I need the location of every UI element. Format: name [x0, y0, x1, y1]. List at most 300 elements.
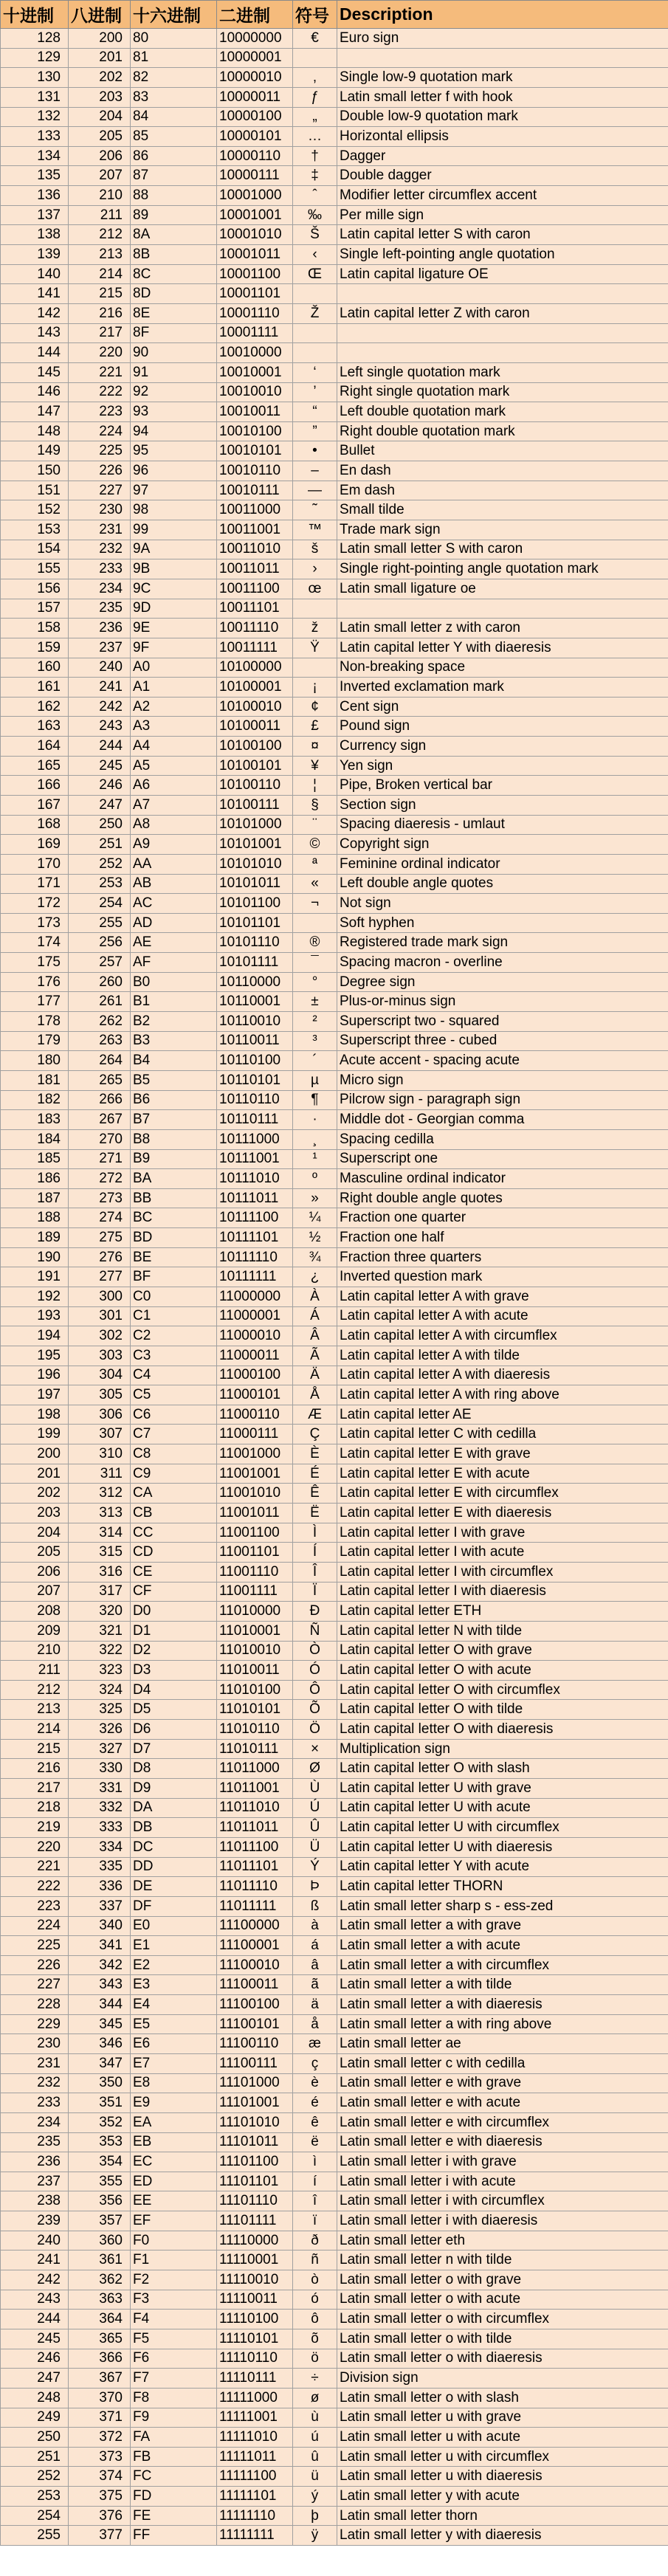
- cell-hex: CA: [131, 1484, 217, 1504]
- cell-hex: EB: [131, 2132, 217, 2152]
- cell-binary: 10110011: [217, 1031, 293, 1051]
- table-row: [1, 2250, 668, 2270]
- cell-symbol: ï: [293, 2211, 337, 2231]
- table-row: [1, 1012, 668, 1032]
- cell-decimal: 181: [1, 1070, 69, 1090]
- cell-description: Fraction one half: [337, 1228, 668, 1248]
- cell-binary: 11010100: [217, 1680, 293, 1700]
- cell-octal: 235: [69, 599, 131, 619]
- table-row: [1, 1621, 668, 1641]
- cell-octal: 336: [69, 1877, 131, 1897]
- cell-binary: 10011010: [217, 540, 293, 559]
- cell-decimal: 220: [1, 1837, 69, 1857]
- table-row: [1, 1877, 668, 1897]
- cell-octal: 213: [69, 245, 131, 265]
- cell-description: Fraction one quarter: [337, 1208, 668, 1228]
- cell-octal: 266: [69, 1090, 131, 1110]
- table-row: [1, 2231, 668, 2250]
- table-row: [1, 1857, 668, 1877]
- cell-decimal: 228: [1, 1995, 69, 2015]
- cell-decimal: 216: [1, 1759, 69, 1779]
- cell-description: Latin capital letter E with diaeresis: [337, 1504, 668, 1523]
- table-row: [1, 441, 668, 461]
- cell-hex: D3: [131, 1661, 217, 1681]
- cell-hex: C0: [131, 1287, 217, 1307]
- cell-octal: 250: [69, 815, 131, 835]
- cell-decimal: 189: [1, 1228, 69, 1248]
- cell-hex: C1: [131, 1306, 217, 1326]
- cell-description: Right double quotation mark: [337, 421, 668, 441]
- cell-description: Latin small letter a with grave: [337, 1916, 668, 1936]
- cell-octal: 370: [69, 2388, 131, 2408]
- cell-description: Superscript two - squared: [337, 1012, 668, 1032]
- table-row: [1, 953, 668, 973]
- cell-decimal: 188: [1, 1208, 69, 1228]
- cell-octal: 202: [69, 68, 131, 88]
- cell-octal: 255: [69, 913, 131, 933]
- table-row: [1, 48, 668, 68]
- cell-binary: 11001100: [217, 1523, 293, 1543]
- cell-binary: 10111010: [217, 1169, 293, 1189]
- table-row: [1, 205, 668, 225]
- cell-binary: 10010101: [217, 441, 293, 461]
- table-row: [1, 1208, 668, 1228]
- cell-binary: 10010001: [217, 362, 293, 382]
- table-row: [1, 1720, 668, 1740]
- cell-binary: 10111111: [217, 1267, 293, 1287]
- cell-decimal: 142: [1, 303, 69, 323]
- table-row: [1, 303, 668, 323]
- cell-octal: 375: [69, 2487, 131, 2507]
- cell-symbol: ”: [293, 421, 337, 441]
- cell-hex: A3: [131, 717, 217, 737]
- cell-octal: 367: [69, 2369, 131, 2389]
- cell-description: Small tilde: [337, 500, 668, 520]
- cell-description: Latin small ligature oe: [337, 579, 668, 599]
- cell-binary: 11000000: [217, 1287, 293, 1307]
- cell-decimal: 236: [1, 2152, 69, 2172]
- cell-symbol: Û: [293, 1818, 337, 1838]
- cell-octal: 355: [69, 2172, 131, 2191]
- table-row: [1, 245, 668, 265]
- cell-hex: 92: [131, 382, 217, 402]
- cell-binary: 10010111: [217, 481, 293, 500]
- cell-hex: FD: [131, 2487, 217, 2507]
- cell-symbol: ª: [293, 854, 337, 874]
- cell-hex: AF: [131, 953, 217, 973]
- cell-octal: 323: [69, 1661, 131, 1681]
- cell-decimal: 233: [1, 2093, 69, 2113]
- table-row: [1, 1582, 668, 1602]
- table-row: [1, 1031, 668, 1051]
- cell-decimal: 180: [1, 1051, 69, 1071]
- cell-symbol: …: [293, 127, 337, 147]
- cell-description: Latin small letter a with acute: [337, 1936, 668, 1956]
- cell-symbol: [293, 913, 337, 933]
- cell-description: Latin small letter a with diaeresis: [337, 1995, 668, 2015]
- cell-hex: 9E: [131, 619, 217, 638]
- cell-octal: 236: [69, 619, 131, 638]
- cell-symbol: ‚: [293, 68, 337, 88]
- cell-decimal: 185: [1, 1149, 69, 1169]
- cell-decimal: 200: [1, 1444, 69, 1464]
- cell-decimal: 252: [1, 2467, 69, 2487]
- cell-binary: 10111001: [217, 1149, 293, 1169]
- cell-description: Latin capital letter I with circumflex: [337, 1562, 668, 1582]
- cell-symbol: î: [293, 2191, 337, 2211]
- cell-description: Middle dot - Georgian comma: [337, 1110, 668, 1130]
- table-row: [1, 520, 668, 540]
- cell-decimal: 227: [1, 1975, 69, 1995]
- cell-decimal: 140: [1, 264, 69, 284]
- cell-description: Latin small letter a with ring above: [337, 2014, 668, 2034]
- cell-octal: 252: [69, 854, 131, 874]
- cell-decimal: 130: [1, 68, 69, 88]
- cell-octal: 305: [69, 1385, 131, 1405]
- table-header: [1, 1, 668, 29]
- cell-description: Left single quotation mark: [337, 362, 668, 382]
- table-row: [1, 1739, 668, 1759]
- cell-symbol: ˜: [293, 500, 337, 520]
- cell-description: Non-breaking space: [337, 658, 668, 678]
- cell-decimal: 225: [1, 1936, 69, 1956]
- cell-hex: D4: [131, 1680, 217, 1700]
- cell-symbol: ‘: [293, 362, 337, 382]
- cell-decimal: 207: [1, 1582, 69, 1602]
- cell-description: Acute accent - spacing acute: [337, 1051, 668, 1071]
- cell-symbol: Ý: [293, 1857, 337, 1877]
- cell-binary: 10000111: [217, 166, 293, 186]
- cell-hex: 9A: [131, 540, 217, 559]
- table-row: [1, 2467, 668, 2487]
- cell-binary: 10011100: [217, 579, 293, 599]
- cell-decimal: 155: [1, 559, 69, 579]
- cell-decimal: 205: [1, 1543, 69, 1563]
- cell-octal: 232: [69, 540, 131, 559]
- table-row: [1, 1188, 668, 1208]
- cell-decimal: 168: [1, 815, 69, 835]
- cell-hex: E8: [131, 2073, 217, 2093]
- cell-symbol: [293, 599, 337, 619]
- cell-description: Latin small letter y with diaeresis: [337, 2526, 668, 2546]
- cell-hex: 91: [131, 362, 217, 382]
- cell-description: Latin small letter u with acute: [337, 2428, 668, 2448]
- cell-description: Registered trade mark sign: [337, 933, 668, 953]
- cell-binary: 10001101: [217, 284, 293, 304]
- cell-binary: 10110001: [217, 992, 293, 1012]
- cell-decimal: 202: [1, 1484, 69, 1504]
- cell-symbol: Ñ: [293, 1621, 337, 1641]
- cell-binary: 11000010: [217, 1326, 293, 1346]
- table-row: [1, 402, 668, 422]
- cell-description: Latin capital letter THORN: [337, 1877, 668, 1897]
- cell-decimal: 153: [1, 520, 69, 540]
- cell-octal: 362: [69, 2270, 131, 2290]
- cell-decimal: 194: [1, 1326, 69, 1346]
- cell-description: Masculine ordinal indicator: [337, 1169, 668, 1189]
- cell-description: Dagger: [337, 146, 668, 166]
- header-description: Description: [337, 1, 668, 29]
- cell-symbol: ´: [293, 1051, 337, 1071]
- cell-octal: 234: [69, 579, 131, 599]
- cell-description: Single left-pointing angle quotation: [337, 245, 668, 265]
- cell-description: Single low-9 quotation mark: [337, 68, 668, 88]
- cell-symbol: [293, 323, 337, 343]
- cell-octal: 274: [69, 1208, 131, 1228]
- cell-decimal: 244: [1, 2310, 69, 2329]
- cell-hex: F4: [131, 2310, 217, 2329]
- cell-decimal: 171: [1, 874, 69, 894]
- cell-octal: 352: [69, 2112, 131, 2132]
- cell-hex: B1: [131, 992, 217, 1012]
- cell-octal: 264: [69, 1051, 131, 1071]
- cell-hex: A6: [131, 776, 217, 796]
- table-row: [1, 1444, 668, 1464]
- cell-description: Copyright sign: [337, 835, 668, 855]
- cell-symbol: ‹: [293, 245, 337, 265]
- cell-hex: E9: [131, 2093, 217, 2113]
- table-row: [1, 362, 668, 382]
- table-row: [1, 264, 668, 284]
- cell-hex: F8: [131, 2388, 217, 2408]
- cell-binary: 11011101: [217, 1857, 293, 1877]
- cell-hex: 94: [131, 421, 217, 441]
- cell-binary: 10111100: [217, 1208, 293, 1228]
- cell-decimal: 170: [1, 854, 69, 874]
- cell-symbol: ö: [293, 2349, 337, 2369]
- table-row: [1, 1837, 668, 1857]
- cell-description: [337, 284, 668, 304]
- cell-symbol: ’: [293, 382, 337, 402]
- cell-decimal: 146: [1, 382, 69, 402]
- cell-octal: 324: [69, 1680, 131, 1700]
- cell-description: Latin capital letter A with ring above: [337, 1385, 668, 1405]
- cell-description: Superscript three - cubed: [337, 1031, 668, 1051]
- cell-decimal: 226: [1, 1955, 69, 1975]
- cell-symbol: š: [293, 540, 337, 559]
- cell-description: Latin small letter u with diaeresis: [337, 2467, 668, 2487]
- cell-binary: 10100101: [217, 756, 293, 776]
- cell-octal: 360: [69, 2231, 131, 2250]
- table-row: [1, 913, 668, 933]
- cell-description: Division sign: [337, 2369, 668, 2389]
- cell-binary: 10010000: [217, 343, 293, 363]
- cell-description: Latin capital letter Y with diaeresis: [337, 638, 668, 658]
- cell-description: Latin capital letter A with circumflex: [337, 1326, 668, 1346]
- cell-symbol: ¤: [293, 737, 337, 757]
- cell-symbol: §: [293, 795, 337, 815]
- cell-binary: 10100000: [217, 658, 293, 678]
- cell-symbol: É: [293, 1464, 337, 1484]
- table-row: [1, 2526, 668, 2546]
- cell-hex: A1: [131, 678, 217, 698]
- cell-octal: 273: [69, 1188, 131, 1208]
- table-row: [1, 382, 668, 402]
- cell-hex: D7: [131, 1739, 217, 1759]
- cell-symbol: Ë: [293, 1504, 337, 1523]
- cell-symbol: ¼: [293, 1208, 337, 1228]
- table-row: [1, 127, 668, 147]
- cell-octal: 343: [69, 1975, 131, 1995]
- table-row: [1, 1562, 668, 1582]
- cell-description: Latin small letter i with diaeresis: [337, 2211, 668, 2231]
- cell-description: Superscript one: [337, 1149, 668, 1169]
- cell-description: Latin small letter a with circumflex: [337, 1955, 668, 1975]
- cell-description: Left double angle quotes: [337, 874, 668, 894]
- cell-binary: 11110010: [217, 2270, 293, 2290]
- cell-symbol: ¢: [293, 697, 337, 717]
- cell-symbol: ™: [293, 520, 337, 540]
- cell-description: Em dash: [337, 481, 668, 500]
- cell-decimal: 219: [1, 1818, 69, 1838]
- cell-description: Latin small letter i with acute: [337, 2172, 668, 2191]
- cell-description: Latin capital letter C with cedilla: [337, 1425, 668, 1444]
- table-row: [1, 1464, 668, 1484]
- cell-decimal: 161: [1, 678, 69, 698]
- cell-binary: 11000001: [217, 1306, 293, 1326]
- table-row: [1, 461, 668, 481]
- cell-hex: 9D: [131, 599, 217, 619]
- cell-description: Cent sign: [337, 697, 668, 717]
- cell-octal: 260: [69, 972, 131, 992]
- table-row: [1, 1818, 668, 1838]
- cell-hex: C7: [131, 1425, 217, 1444]
- cell-octal: 356: [69, 2191, 131, 2211]
- cell-octal: 306: [69, 1405, 131, 1425]
- cell-decimal: 139: [1, 245, 69, 265]
- cell-hex: FA: [131, 2428, 217, 2448]
- table-row: [1, 1228, 668, 1248]
- table-row: [1, 1602, 668, 1622]
- cell-decimal: 245: [1, 2329, 69, 2349]
- cell-decimal: 186: [1, 1169, 69, 1189]
- cell-description: Latin capital letter I with acute: [337, 1543, 668, 1563]
- cell-binary: 10111101: [217, 1228, 293, 1248]
- cell-hex: D5: [131, 1700, 217, 1720]
- cell-symbol: õ: [293, 2329, 337, 2349]
- table-row: [1, 2172, 668, 2191]
- cell-symbol: Ê: [293, 1484, 337, 1504]
- cell-binary: 11100011: [217, 1975, 293, 1995]
- cell-decimal: 138: [1, 225, 69, 245]
- cell-octal: 321: [69, 1621, 131, 1641]
- cell-decimal: 187: [1, 1188, 69, 1208]
- table-row: [1, 2506, 668, 2526]
- table-row: [1, 2132, 668, 2152]
- cell-binary: 11011011: [217, 1818, 293, 1838]
- cell-description: [337, 48, 668, 68]
- table-row: [1, 697, 668, 717]
- cell-description: Spacing macron - overline: [337, 953, 668, 973]
- cell-hex: 84: [131, 107, 217, 127]
- cell-hex: 97: [131, 481, 217, 500]
- table-row: [1, 1700, 668, 1720]
- cell-symbol: Ž: [293, 303, 337, 323]
- cell-hex: F3: [131, 2290, 217, 2310]
- cell-description: [337, 599, 668, 619]
- cell-description: Soft hyphen: [337, 913, 668, 933]
- cell-description: Latin small letter i with grave: [337, 2152, 668, 2172]
- cell-binary: 11110011: [217, 2290, 293, 2310]
- cell-binary: 11010010: [217, 1641, 293, 1661]
- cell-octal: 272: [69, 1169, 131, 1189]
- cell-hex: 82: [131, 68, 217, 88]
- cell-octal: 316: [69, 1562, 131, 1582]
- cell-decimal: 255: [1, 2526, 69, 2546]
- cell-octal: 332: [69, 1798, 131, 1818]
- cell-octal: 225: [69, 441, 131, 461]
- cell-hex: 88: [131, 186, 217, 206]
- cell-binary: 10101011: [217, 874, 293, 894]
- table-row: [1, 894, 668, 914]
- cell-description: [337, 343, 668, 363]
- cell-symbol: þ: [293, 2506, 337, 2526]
- cell-hex: A5: [131, 756, 217, 776]
- cell-decimal: 190: [1, 1247, 69, 1267]
- cell-binary: 10101001: [217, 835, 293, 855]
- cell-decimal: 145: [1, 362, 69, 382]
- cell-hex: DD: [131, 1857, 217, 1877]
- cell-description: Latin small letter S with caron: [337, 540, 668, 559]
- table-row: [1, 1995, 668, 2015]
- cell-hex: 96: [131, 461, 217, 481]
- cell-hex: 9F: [131, 638, 217, 658]
- cell-binary: 10011001: [217, 520, 293, 540]
- cell-octal: 233: [69, 559, 131, 579]
- cell-symbol: Œ: [293, 264, 337, 284]
- cell-decimal: 242: [1, 2270, 69, 2290]
- cell-decimal: 206: [1, 1562, 69, 1582]
- cell-decimal: 177: [1, 992, 69, 1012]
- cell-symbol: ä: [293, 1995, 337, 2015]
- table-row: [1, 1169, 668, 1189]
- cell-hex: E1: [131, 1936, 217, 1956]
- table-row: [1, 2310, 668, 2329]
- cell-binary: 11000101: [217, 1385, 293, 1405]
- cell-decimal: 156: [1, 579, 69, 599]
- cell-binary: 11100110: [217, 2034, 293, 2054]
- cell-decimal: 218: [1, 1798, 69, 1818]
- cell-binary: 11110110: [217, 2349, 293, 2369]
- cell-symbol: Ù: [293, 1779, 337, 1799]
- cell-binary: 10101101: [217, 913, 293, 933]
- cell-octal: 223: [69, 402, 131, 422]
- cell-symbol: ½: [293, 1228, 337, 1248]
- cell-binary: 11010111: [217, 1739, 293, 1759]
- table-row: [1, 2191, 668, 2211]
- cell-description: En dash: [337, 461, 668, 481]
- cell-description: Latin small letter o with slash: [337, 2388, 668, 2408]
- cell-hex: E6: [131, 2034, 217, 2054]
- cell-symbol: ÷: [293, 2369, 337, 2389]
- table-row: [1, 2073, 668, 2093]
- cell-description: Latin capital letter O with diaeresis: [337, 1720, 668, 1740]
- cell-octal: 342: [69, 1955, 131, 1975]
- table-row: [1, 1090, 668, 1110]
- table-row: [1, 1680, 668, 1700]
- cell-octal: 212: [69, 225, 131, 245]
- cell-description: Trade mark sign: [337, 520, 668, 540]
- cell-binary: 10000011: [217, 87, 293, 107]
- cell-octal: 271: [69, 1149, 131, 1169]
- table-row: [1, 1936, 668, 1956]
- cell-symbol: ñ: [293, 2250, 337, 2270]
- cell-binary: 10101000: [217, 815, 293, 835]
- cell-octal: 267: [69, 1110, 131, 1130]
- cell-octal: 315: [69, 1543, 131, 1563]
- cell-symbol: ë: [293, 2132, 337, 2152]
- cell-description: Latin capital letter Z with caron: [337, 303, 668, 323]
